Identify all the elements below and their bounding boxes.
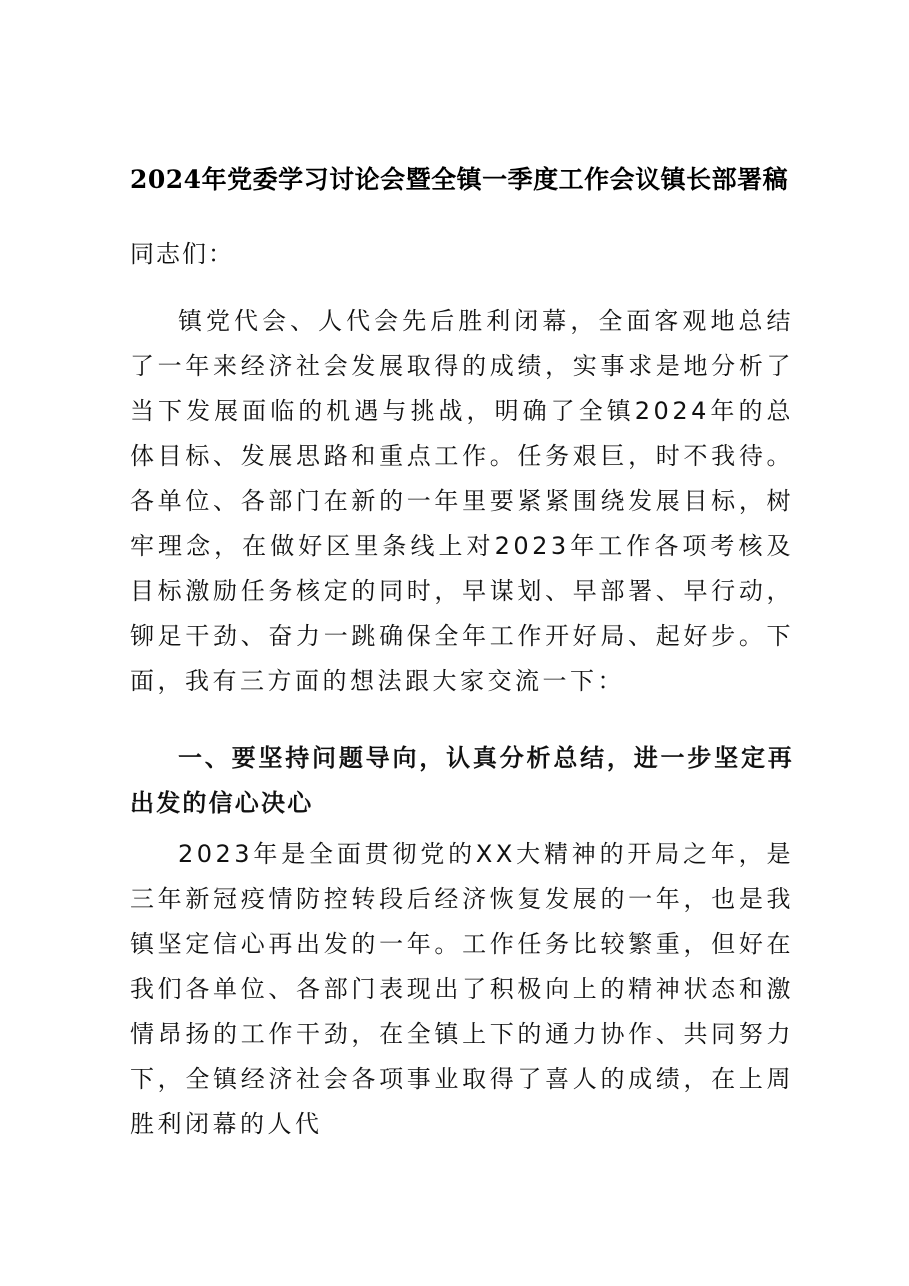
paragraph-intro: 镇党代会、人代会先后胜利闭幕，全面客观地总结了一年来经济社会发展取得的成绩，实事求是地分析了当下发展面临的机遇与挑战，明确了全镇2024年的总体目标、发展思路和重点工作。任务艰巨，时不我待。各单位、各部门在新的一年里要紧紧围绕发展目标，树牢理念，在做好区里条线上对2023年工作各项考核及目标激励任务核定的同时，早谋划、早部署、早行动，铆足干劲、奋力一跳确保全年工作开好局、起好步。下面，我有三方面的想法跟大家交流一下： (130, 307, 794, 695)
document-title: 2024年党委学习讨论会暨全镇一季度工作会议镇长部署稿 (130, 165, 789, 194)
section-heading-1: 一、要坚持问题导向，认真分析总结，进一步坚定再出发的信心决心 (130, 744, 794, 817)
salutation: 同志们： (130, 240, 234, 268)
paragraph-section-1: 2023年是全面贯彻党的XX大精神的开局之年，是三年新冠疫情防控转段后经济恢复发展的一年，也是我镇坚定信心再出发的一年。工作任务比较繁重，但好在我们各单位、各部门表现出了积极向上的精神状态和激情昂扬的工作干劲，在全镇上下的通力协作、共同努力下，全镇经济社会各项事业取得了喜人的成绩，在上周胜利闭幕的人代 (130, 840, 794, 1138)
